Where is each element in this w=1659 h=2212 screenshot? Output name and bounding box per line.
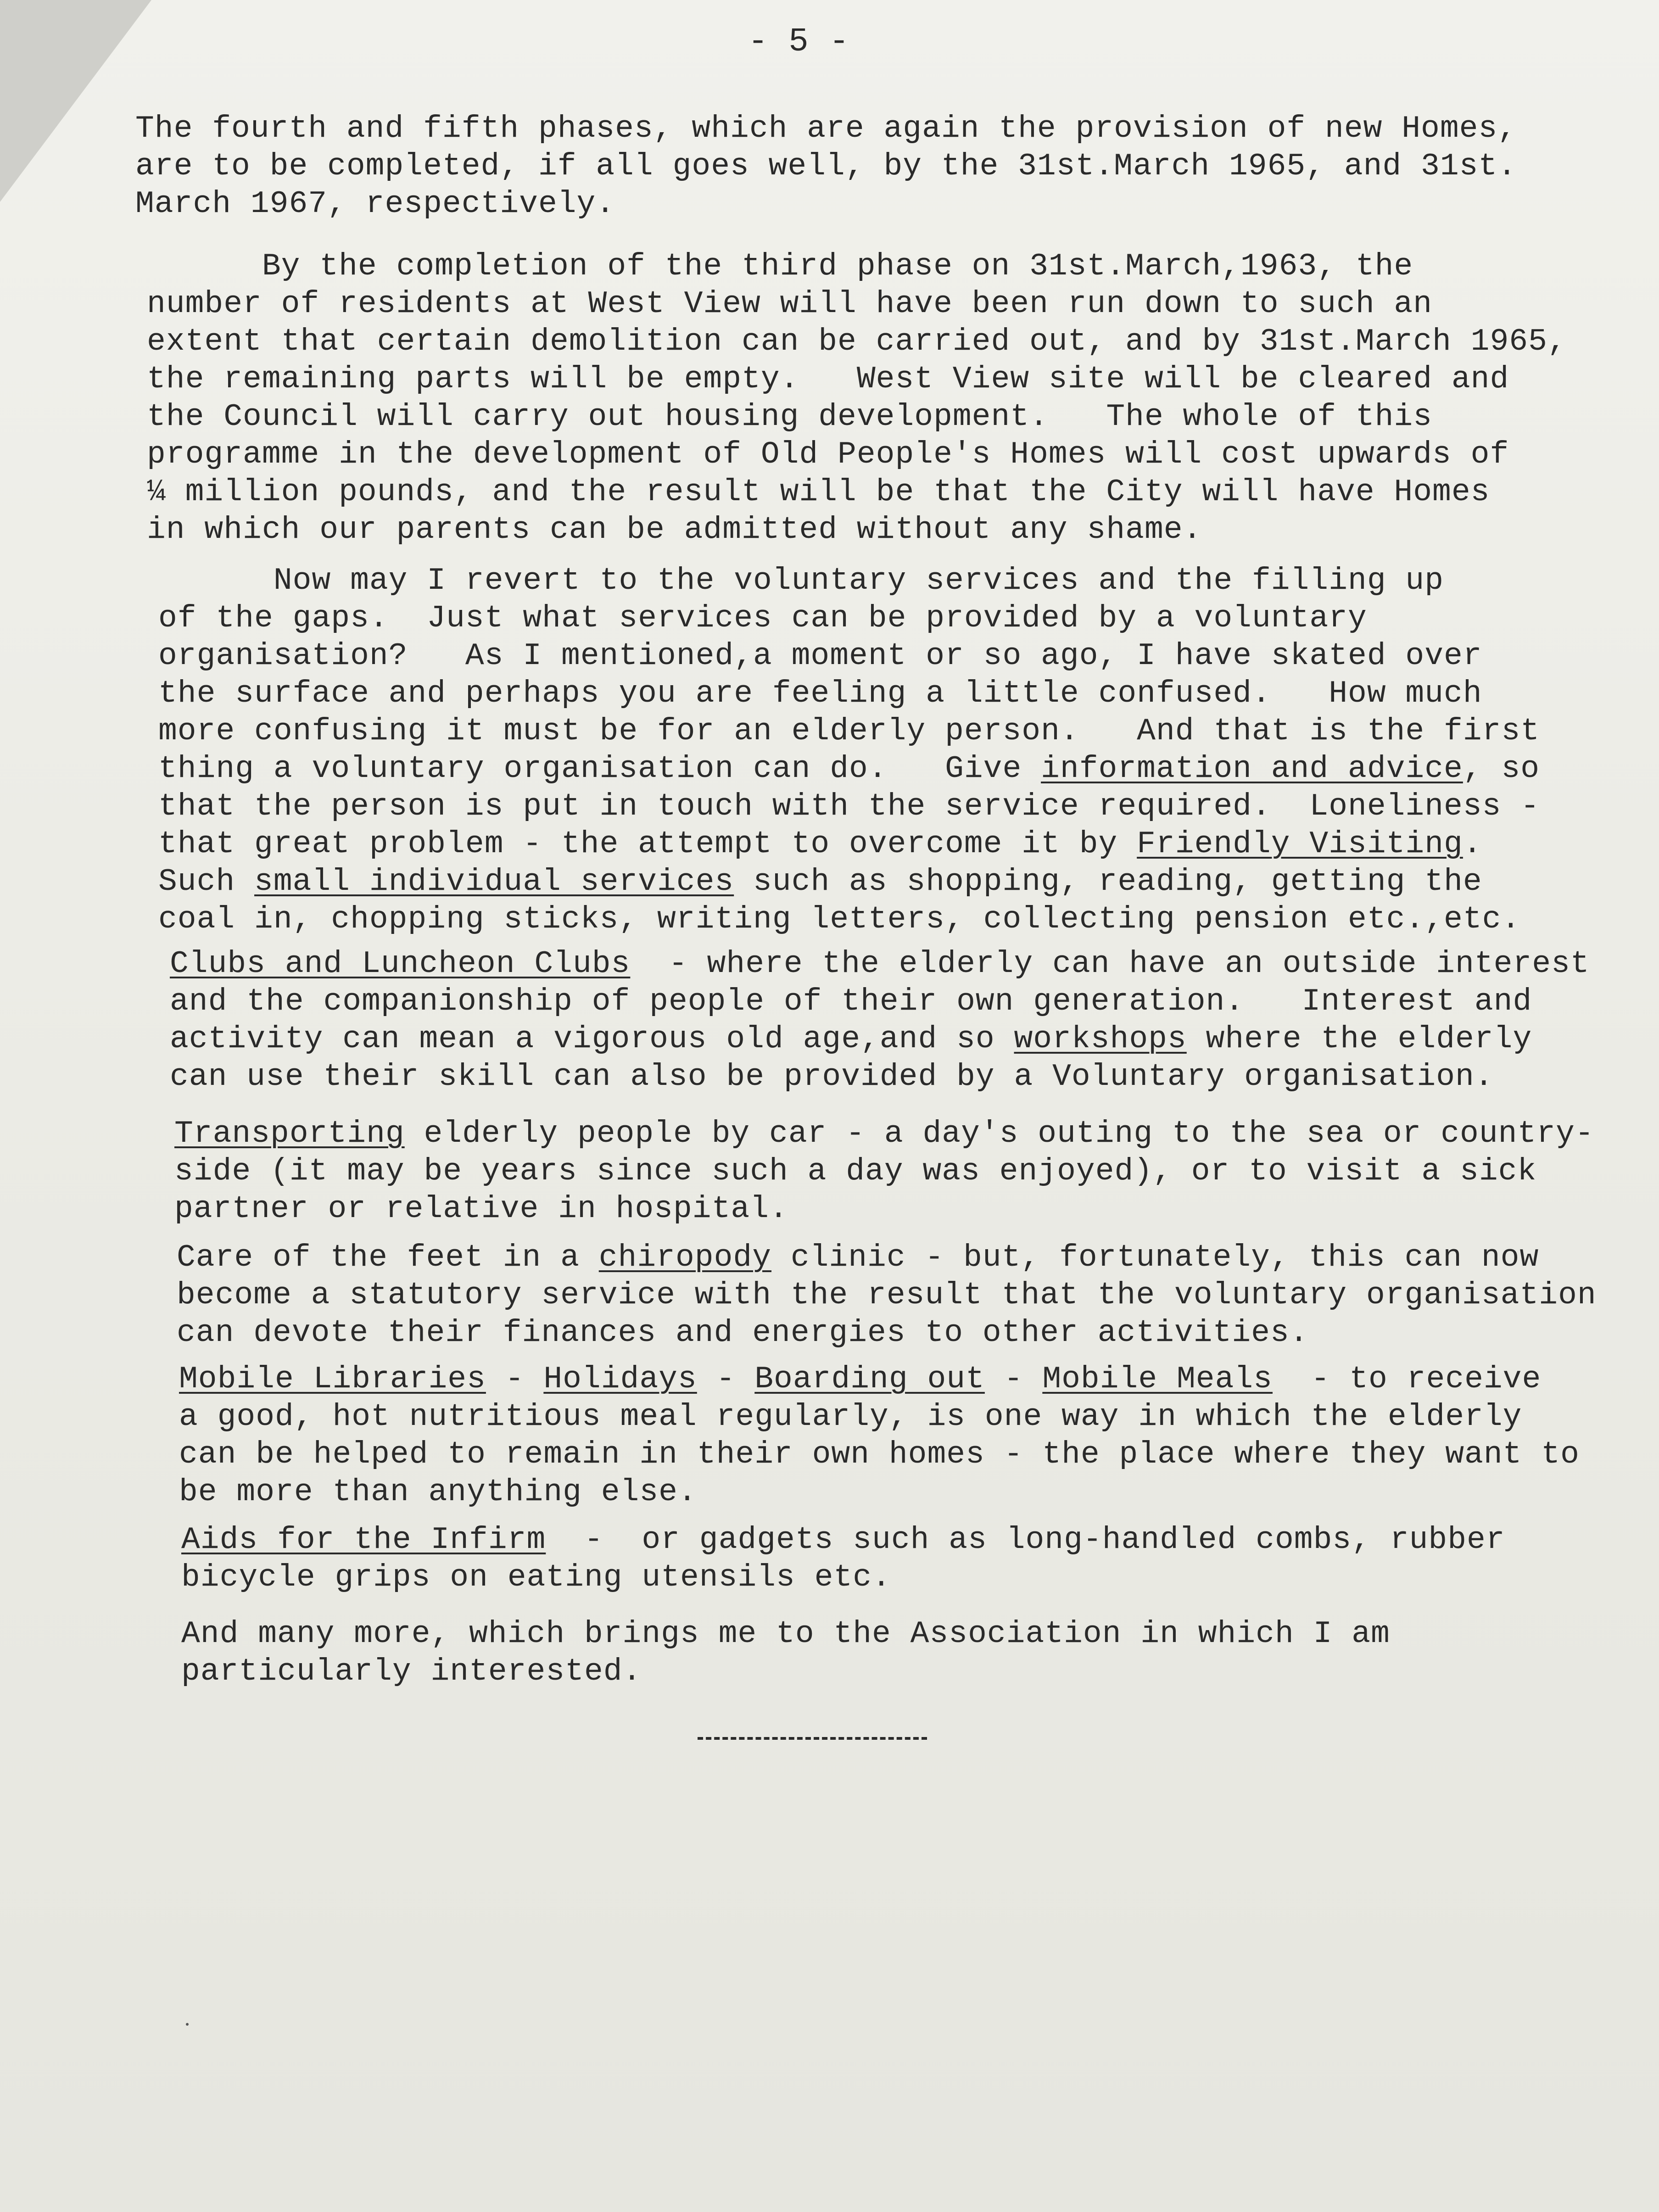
underlined-phrase: workshops: [1014, 1022, 1187, 1057]
paragraph-3: [158, 562, 1540, 938]
text-line: can devote their finances and energies to other activities.: [177, 1315, 1309, 1351]
text-line: By the completion of the third phase on 31st.March,1963, the: [147, 249, 1413, 284]
text-line: be more than anything else.: [179, 1475, 697, 1510]
closing-rule: [698, 1737, 927, 1740]
underlined-phrase: Mobile Libraries: [179, 1362, 486, 1397]
underlined-phrase: Holidays: [543, 1362, 697, 1397]
paragraph-9: [181, 1615, 1390, 1691]
text-line: programme in the development of Old People's Homes will cost upwards of: [147, 437, 1509, 472]
text-line: ¼ million pounds, and the result will be that the City will have Homes: [147, 475, 1490, 510]
underlined-phrase: chiropody: [598, 1240, 772, 1275]
underlined-phrase: Clubs and Luncheon Clubs: [170, 946, 631, 982]
text-line: And many more, which brings me to the Association in which I am: [181, 1616, 1390, 1652]
text-line: number of residents at West View will have been run down to such an: [147, 286, 1433, 322]
paragraph-6: [177, 1239, 1597, 1352]
underlined-phrase: small individual services: [254, 864, 734, 899]
text-line: activity can mean a vigorous old age,and so workshops where the elderly: [170, 1022, 1532, 1057]
text-line: become a statutory service with the result that the voluntary organisation: [177, 1278, 1597, 1313]
text-line: the Council will carry out housing development. The whole of this: [147, 399, 1433, 435]
paragraph-8: [181, 1521, 1505, 1597]
text-line: Transporting elderly people by car - a day's outing to the sea or country-: [174, 1116, 1594, 1151]
underlined-phrase: Transporting: [174, 1116, 405, 1151]
text-line: thing a voluntary organisation can do. Give information and advice, so: [158, 751, 1540, 787]
paragraph-4: [170, 945, 1590, 1096]
text-line: Such small individual services such as shopping, reading, getting the: [158, 864, 1482, 899]
underlined-phrase: Boarding out: [754, 1362, 985, 1397]
underlined-phrase: Aids for the Infirm: [181, 1522, 546, 1558]
text-line: of the gaps. Just what services can be provided by a voluntary: [158, 601, 1367, 636]
text-line: particularly interested.: [181, 1654, 642, 1689]
text-line: Now may I revert to the voluntary services and the filling up: [158, 563, 1444, 598]
paper-speck: [186, 2023, 189, 2026]
text-line: organisation? As I mentioned,a moment or so ago, I have skated over: [158, 638, 1482, 674]
paragraph-7: [179, 1361, 1580, 1511]
text-line: bicycle grips on eating utensils etc.: [181, 1560, 891, 1595]
text-line: March 1967, respectively.: [135, 186, 615, 222]
text-line: Mobile Libraries - Holidays - Boarding out - Mobile Meals - to receive: [179, 1362, 1542, 1397]
text-line: can be helped to remain in their own homes - the place where they want to: [179, 1437, 1580, 1472]
underlined-phrase: Mobile Meals: [1042, 1362, 1273, 1397]
text-line: and the companionship of people of their own generation. Interest and: [170, 984, 1532, 1019]
text-line: Aids for the Infirm - or gadgets such as long-handled combs, rubber: [181, 1522, 1505, 1558]
folded-corner: [0, 0, 151, 202]
text-line: partner or relative in hospital.: [174, 1191, 788, 1227]
text-line: side (it may be years since such a day was enjoyed), or to visit a sick: [174, 1154, 1537, 1189]
underlined-phrase: Friendly Visiting: [1137, 827, 1463, 862]
text-line: are to be completed, if all goes well, by the 31st.March 1965, and 31st.: [135, 149, 1517, 184]
text-line: extent that certain demolition can be carried out, and by 31st.March 1965,: [147, 324, 1567, 359]
text-line: that great problem - the attempt to overcome it by Friendly Visiting.: [158, 827, 1482, 862]
text-line: Care of the feet in a chiropody clinic - but, fortunately, this can now: [177, 1240, 1539, 1275]
text-line: coal in, chopping sticks, writing letters, collecting pension etc.,etc.: [158, 902, 1521, 937]
text-line: that the person is put in touch with the service required. Loneliness -: [158, 789, 1540, 824]
paragraph-2: [147, 248, 1567, 549]
text-line: the remaining parts will be empty. West View site will be cleared and: [147, 362, 1509, 397]
paragraph-1: [135, 110, 1517, 223]
text-line: can use their skill can also be provided by a Voluntary organisation.: [170, 1059, 1494, 1095]
text-line: The fourth and fifth phases, which are again the provision of new Homes,: [135, 111, 1517, 146]
text-line: Clubs and Luncheon Clubs - where the elderly can have an outside interest: [170, 946, 1590, 982]
underlined-phrase: information and advice: [1041, 751, 1463, 787]
page-number: - 5 -: [748, 23, 850, 61]
text-line: in which our parents can be admitted without any shame.: [147, 512, 1202, 547]
text-line: more confusing it must be for an elderly person. And that is the first: [158, 714, 1540, 749]
paragraph-5: [174, 1115, 1594, 1228]
text-line: the surface and perhaps you are feeling a little confused. How much: [158, 676, 1482, 711]
text-line: a good, hot nutritious meal regularly, is one way in which the elderly: [179, 1399, 1522, 1435]
